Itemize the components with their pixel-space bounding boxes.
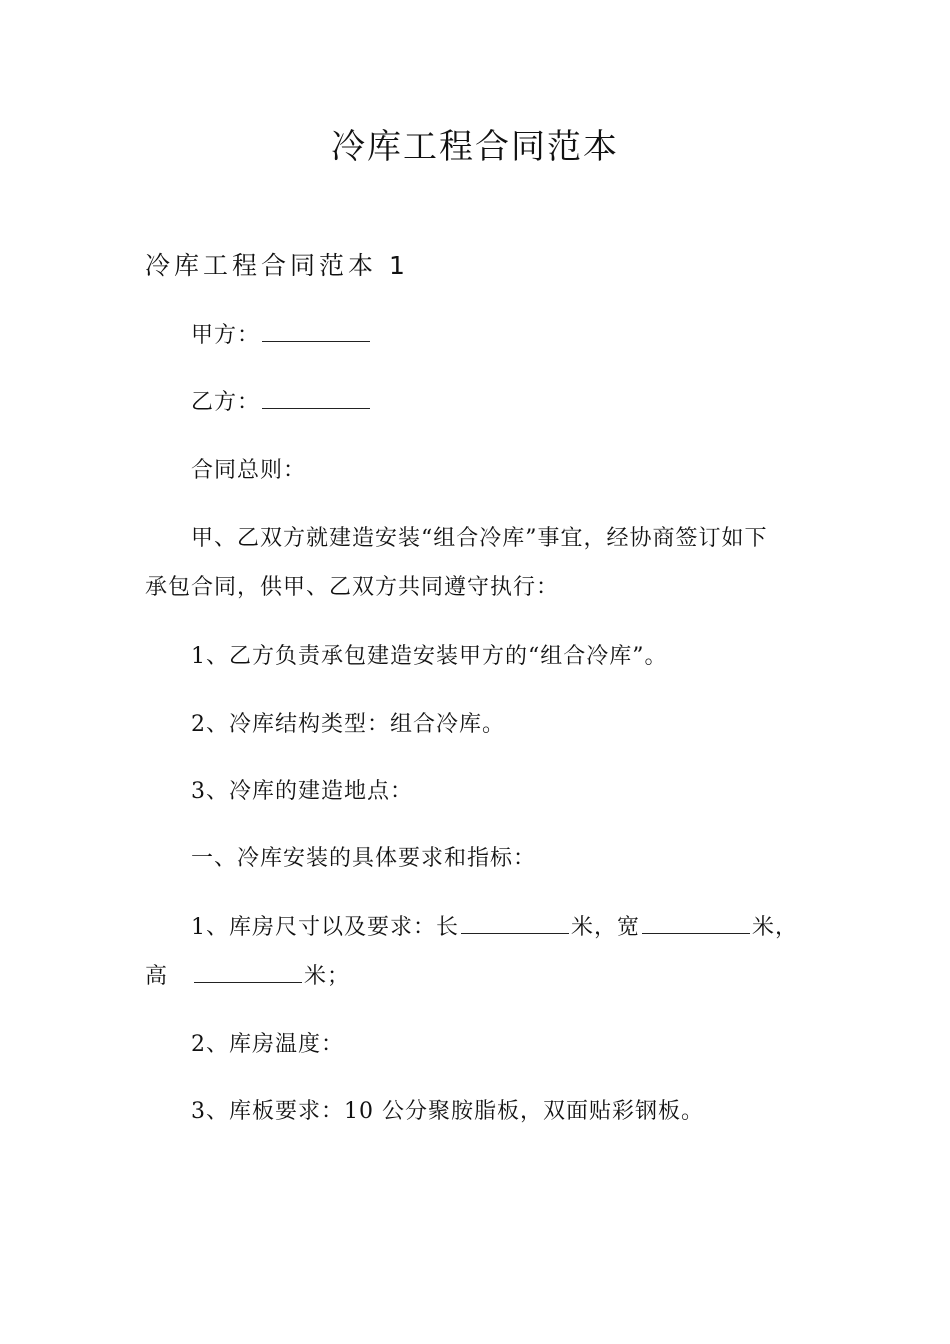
- panel-requirement-line: 3、库板要求：10 公分聚胺脂板，双面贴彩钢板。: [191, 1099, 704, 1124]
- item-2: 2、冷库结构类型：组合冷库。: [191, 712, 505, 737]
- party-b-blank: [262, 388, 370, 409]
- item-3: 3、冷库的建造地点：: [191, 779, 413, 804]
- party-a-blank: [262, 321, 370, 342]
- item-1: 1、乙方负责承包建造安装甲方的“组合冷库”。: [191, 644, 668, 669]
- size-unit-width: 米，: [752, 915, 799, 940]
- size-line-1: [145, 903, 861, 953]
- party-b-line: [145, 378, 861, 428]
- intro-line-1: 甲、乙双方就建造安装“组合冷库”事宜，经协商签订如下: [191, 526, 768, 551]
- document-title: 冷库工程合同范本: [331, 127, 619, 167]
- size-height-prefix: 高: [145, 964, 169, 989]
- height-blank: [194, 962, 302, 983]
- section-one-heading: 一、冷库安装的具体要求和指标：: [191, 846, 537, 871]
- section-heading: 冷库工程合同范本 1: [145, 251, 409, 280]
- temperature-line: 2、库房温度：: [191, 1032, 344, 1057]
- party-a-label: 甲方：: [191, 323, 261, 348]
- size-line-2: [145, 952, 815, 1002]
- length-blank: [461, 913, 569, 934]
- party-b-label: 乙方：: [191, 390, 261, 415]
- width-blank: [642, 913, 750, 934]
- size-prefix: 1、库房尺寸以及要求：长: [191, 915, 459, 940]
- intro-line-2: 承包合同，供甲、乙双方共同遵守执行：: [145, 575, 560, 600]
- size-unit-height: 米；: [304, 964, 351, 989]
- size-unit-length: 米，宽: [571, 915, 641, 940]
- party-a-line: [145, 311, 861, 361]
- general-heading: 合同总则：: [191, 458, 307, 483]
